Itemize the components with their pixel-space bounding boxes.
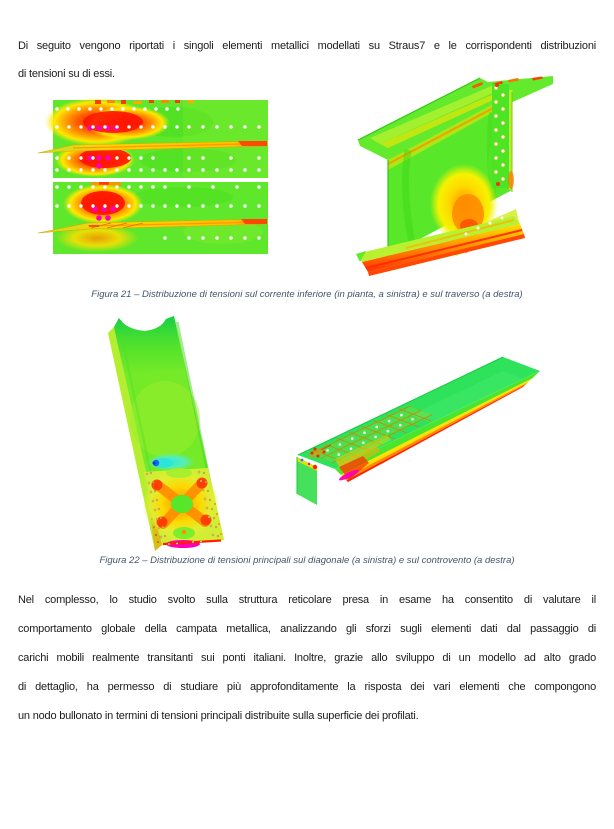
end-plate — [297, 457, 317, 505]
text-line: di dettaglio, ha permesso di studiare più approfonditamente la risposta dei vari elementi che compongono — [18, 681, 596, 693]
fem-plot-controvento — [291, 353, 553, 508]
figure-22-caption: Figura 22 – Distribuzione di tensioni principali sul diagonale (a sinistra) e sul controvento (a destra) — [99, 555, 515, 566]
text-line: di tensioni su di essi. — [18, 68, 115, 80]
fem-plot-diagonale — [107, 314, 237, 554]
bolt-splice-strip — [492, 83, 514, 192]
text-line: carichi mobili realmente transitanti sui ponti italiani. Inoltre, grazie allo sviluppo di un modello ad alto grado — [18, 652, 596, 664]
fem-plot-traverso — [346, 76, 558, 288]
chord-panel-top — [45, 98, 268, 178]
text-line: comportamento globale della campata metallica, analizzando gli sforzi sugli elementi dati dal passaggio di — [18, 623, 596, 635]
text-line: Nel complesso, lo studio svolto sulla struttura reticolare presa in esame ha consentito di valutare il — [18, 594, 596, 606]
text-line: Di seguito vengono riportati i singoli elementi metallici modellati su Straus7 e le corrispondenti distribuzioni — [18, 40, 596, 52]
text-line: un nodo bullonato in termini di tensioni principali distribuite sulla superficie dei profilati. — [18, 710, 419, 722]
chord-panel-bottom — [53, 182, 268, 254]
fem-plot-corrente-inferiore — [33, 92, 273, 260]
figure-21-caption: Figura 21 – Distribuzione di tensioni sul corrente inferiore (in pianta, a sinistra) e sul traverso (a destra) — [91, 289, 523, 300]
compression-cool-zone — [147, 453, 195, 471]
conclusion-paragraph — [18, 586, 596, 731]
